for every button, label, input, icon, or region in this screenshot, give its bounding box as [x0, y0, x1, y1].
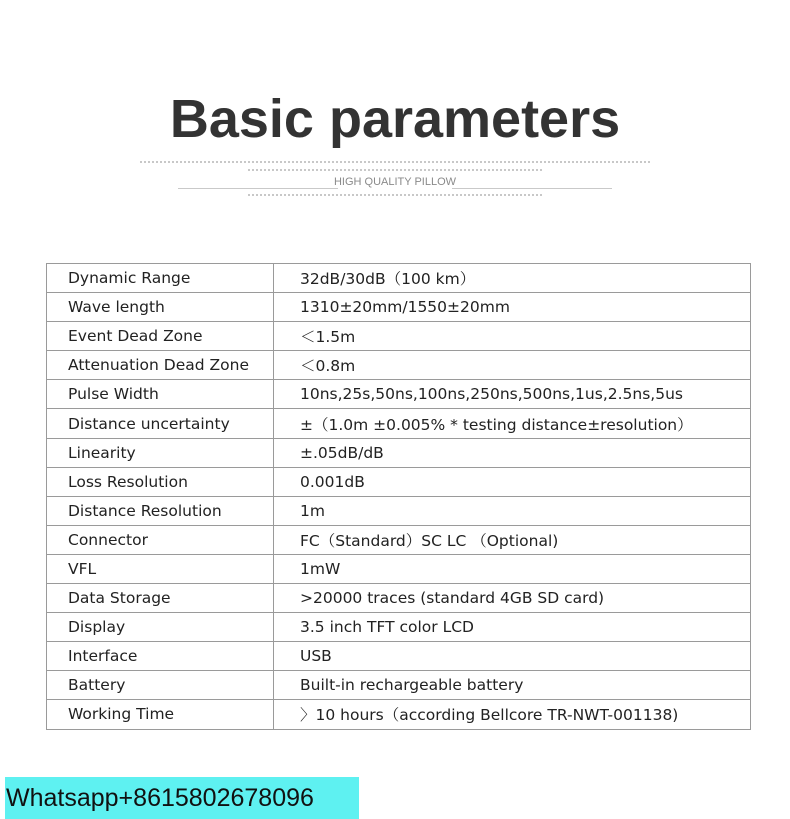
table-row: [47, 322, 751, 351]
parameters-table: [46, 263, 751, 730]
param-name: Distance uncertainty: [47, 409, 274, 438]
param-value: >20000 traces (standard 4GB SD card): [274, 584, 751, 613]
table-row: [47, 264, 751, 293]
decorative-line: [248, 194, 542, 196]
param-name: Dynamic Range: [47, 264, 274, 293]
param-value: 1m: [274, 496, 751, 525]
table-row: [47, 380, 751, 409]
param-name: Interface: [47, 642, 274, 671]
param-value: 1310±20mm/1550±20mm: [274, 293, 751, 322]
param-value: ＜0.8m: [274, 351, 751, 380]
table-row: [47, 525, 751, 554]
param-name: Data Storage: [47, 584, 274, 613]
param-value: FC（Standard）SC LC （Optional): [274, 525, 751, 554]
param-name: Linearity: [47, 438, 274, 467]
param-name: Wave length: [47, 293, 274, 322]
param-value: USB: [274, 642, 751, 671]
param-value: 0.001dB: [274, 467, 751, 496]
decorative-line: [248, 169, 542, 171]
decorative-line: [452, 188, 612, 189]
param-name: Display: [47, 613, 274, 642]
decorative-line: [140, 161, 650, 163]
param-value: 3.5 inch TFT color LCD: [274, 613, 751, 642]
param-value: ±.05dB/dB: [274, 438, 751, 467]
page-title: Basic parameters: [169, 89, 621, 149]
table-row: [47, 642, 751, 671]
table-row: [47, 584, 751, 613]
table-row: [47, 409, 751, 438]
decorative-divider: [140, 158, 650, 204]
param-value: ±（1.0m ±0.005% * testing distance±resolution）: [274, 409, 751, 438]
param-name: Event Dead Zone: [47, 322, 274, 351]
param-name: Distance Resolution: [47, 496, 274, 525]
param-value: 10ns,25s,50ns,100ns,250ns,500ns,1us,2.5ns,5us: [274, 380, 751, 409]
whatsapp-contact-banner: Whatsapp+8615802678096: [5, 777, 359, 819]
param-name: VFL: [47, 554, 274, 583]
param-value: ＜1.5m: [274, 322, 751, 351]
table-row: [47, 671, 751, 700]
param-name: Loss Resolution: [47, 467, 274, 496]
table-row: [47, 467, 751, 496]
param-value: Built-in rechargeable battery: [274, 671, 751, 700]
param-name: Battery: [47, 671, 274, 700]
decorative-line: [178, 188, 338, 189]
table-row: [47, 613, 751, 642]
param-name: Attenuation Dead Zone: [47, 351, 274, 380]
table-row: [47, 554, 751, 583]
param-name: Connector: [47, 525, 274, 554]
table-row: [47, 496, 751, 525]
param-name: Pulse Width: [47, 380, 274, 409]
param-value: 〉10 hours（according Bellcore TR-NWT-001138): [274, 700, 751, 729]
table-row: [47, 438, 751, 467]
subtitle: HIGH QUALITY PILLOW: [333, 176, 457, 188]
param-value: 1mW: [274, 554, 751, 583]
param-name: Working Time: [47, 700, 274, 729]
table-row: [47, 293, 751, 322]
table-row: [47, 351, 751, 380]
param-value: 32dB/30dB（100 km）: [274, 264, 751, 293]
table-row: [47, 700, 751, 729]
